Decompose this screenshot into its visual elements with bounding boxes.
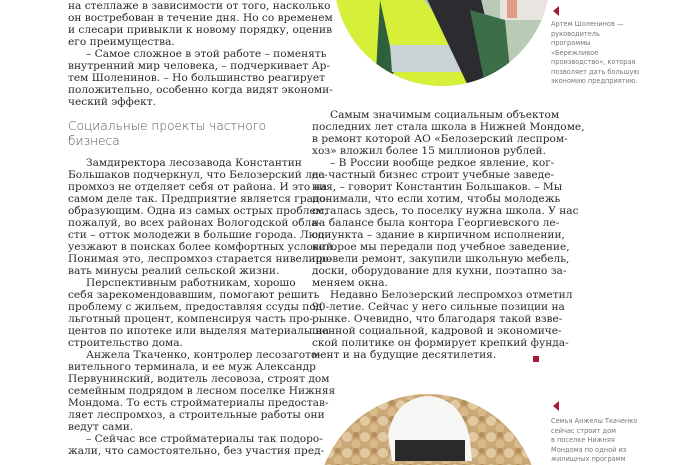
photo-caption-anzhela — [551, 417, 637, 465]
text-line: Понимая это, леспромхоз старается нивелиро- — [68, 253, 333, 265]
text-line: Первунинский, водитель лесовоза, строят дом — [68, 373, 330, 385]
text-line: Замдиректора лесозавода Константин — [86, 157, 302, 169]
text-line: последних лет стала школа в Нижней Мондоме, — [312, 121, 585, 133]
text-line: 90-летие. Сейчас у него сильные позиции на — [312, 301, 565, 313]
text-line: ческий эффект. — [68, 96, 156, 108]
caption-line: жилищных программ — [551, 455, 626, 463]
text-line: понимали, что если хотим, чтобы молодежь — [312, 193, 561, 205]
end-of-article-mark — [533, 356, 539, 362]
text-line: внутренний мир человека, – подчеркивает Ар- — [68, 60, 331, 72]
text-line: мент и на будущие десятилетия. — [312, 349, 497, 361]
text-line: Недавно Белозерский леспромхоз отметил — [330, 289, 573, 301]
section-heading — [68, 119, 266, 148]
text-line: в ремонт которой АО «Белозерский леспром- — [312, 133, 568, 145]
text-line: рынке. Очевидно, что благодаря такой взве- — [312, 313, 563, 325]
text-line: Мондома. То есть стройматериалы предостав- — [68, 397, 329, 409]
article-column-left-top — [68, 0, 333, 108]
caption-line: сейчас строит дом — [551, 426, 617, 435]
text-line: – Сейчас все стройматериалы так подоро- — [86, 433, 323, 445]
text-line: вительного терминала, и ее муж Александр — [68, 361, 316, 373]
text-line: жали, что самостоятельно, без участия пред- — [68, 445, 325, 457]
text-line: Большаков подчеркнул, что Белозерский лес- — [68, 169, 328, 181]
photo-anzhela-tkachenko — [310, 390, 550, 465]
text-line: пожалуй, во всех районах Вологодской обла- — [68, 217, 322, 229]
text-line: образующим. Одна из самых острых проблем, — [68, 205, 328, 217]
photo-artem-sholeninov — [330, 0, 560, 100]
text-line: Перспективным работникам, хорошо — [86, 277, 296, 289]
text-line: он востребован в течение дня. Но со временем — [68, 12, 333, 24]
text-line: на балансе была контора Георгиевского ле- — [312, 217, 560, 229]
text-line: промхоз не отделяет себя от района. И это на — [68, 181, 328, 193]
text-line: сти – отток молодежи в большие города. Люди — [68, 229, 332, 241]
caption-line: Артем Шоленинов — — [551, 20, 624, 28]
text-line: вать минусы реалий сельской жизни. — [68, 265, 280, 277]
text-line: Анжела Ткаченко, контролер лесозагото- — [86, 349, 321, 361]
text-line: льготный процент, компенсируя часть про- — [68, 313, 313, 325]
article-column-left-bottom — [68, 157, 337, 457]
text-line: положительно, особенно когда видят экономи- — [68, 84, 333, 96]
text-line: самом деле так. Предприятие является градо- — [68, 193, 330, 205]
text-line: строительство дома. — [68, 337, 183, 349]
text-line: себя зарекомендовавшим, помогают решить — [68, 289, 320, 301]
text-line: семейным подрядом в лесном поселке Нижняя — [68, 385, 336, 397]
caption-line: программы — [551, 39, 591, 47]
text-line: его преимущества. — [68, 36, 175, 48]
text-line: уезжают в поисках более комфортных условий. — [68, 241, 337, 253]
text-line: которое мы передали под учебное заведение, — [312, 241, 570, 253]
caption-line: экономию предприятию. — [551, 77, 638, 85]
caption-pointer-icon — [553, 6, 559, 16]
caption-pointer-icon — [553, 401, 559, 411]
text-line: – Самое сложное в этой работе – поменять — [86, 48, 327, 60]
text-line: доски, оборудование для кухни, поэтапно за- — [312, 265, 567, 277]
caption-line: Семья Анжелы Ткаченко — [551, 417, 638, 425]
text-line: и слесари привыкли к новому порядку, оценив — [68, 24, 333, 36]
text-line: шенной социальной, кадровой и экономиче- — [312, 325, 562, 337]
text-line: да частный бизнес строит учебные заведе- — [312, 169, 555, 181]
text-line: Самым значимым социальным объектом — [330, 109, 560, 121]
text-line: тем Шоленинов. – Но большинство реагирует — [68, 72, 325, 84]
text-line: провели ремонт, закупили школьную мебель, — [312, 253, 570, 265]
text-line: осталась здесь, то поселку нужна школа. У нас — [312, 205, 579, 217]
caption-line: производство», которая — [551, 58, 636, 66]
caption-line: «Бережливое — [551, 48, 599, 57]
article-column-right — [312, 109, 585, 361]
section-heading-line: бизнеса — [68, 133, 120, 148]
text-line: ния, – говорит Константин Большаков. – Мы — [312, 181, 563, 193]
photo-caption-artem — [551, 20, 639, 87]
text-line: ведут сами. — [68, 421, 134, 433]
text-line: ской политике он формирует крепкий фунда- — [312, 337, 569, 349]
text-line: хоз» вложил более 15 миллионов рублей. — [312, 145, 546, 157]
caption-line: Мондома по одной из — [551, 445, 627, 454]
caption-line: позволяет дать большую — [551, 67, 640, 76]
text-line: – В России вообще редкое явление, ког- — [330, 157, 555, 169]
caption-line: в поселке Нижняя — [551, 436, 615, 444]
text-line: сопункта – здание в кирпичном исполнении, — [312, 229, 565, 241]
text-line: ляет леспромхоз, а строительные работы они — [68, 409, 325, 421]
caption-line: руководитель — [551, 29, 600, 38]
text-line: центов по ипотеке или выделяя материалы на — [68, 325, 330, 337]
text-line: на стеллаже в зависимости от того, насколько — [68, 0, 331, 12]
text-line: меняем окна. — [312, 277, 388, 289]
text-line: проблему с жильем, предоставляя ссуды под — [68, 301, 323, 313]
section-heading-line: Социальные проекты частного — [68, 119, 267, 133]
